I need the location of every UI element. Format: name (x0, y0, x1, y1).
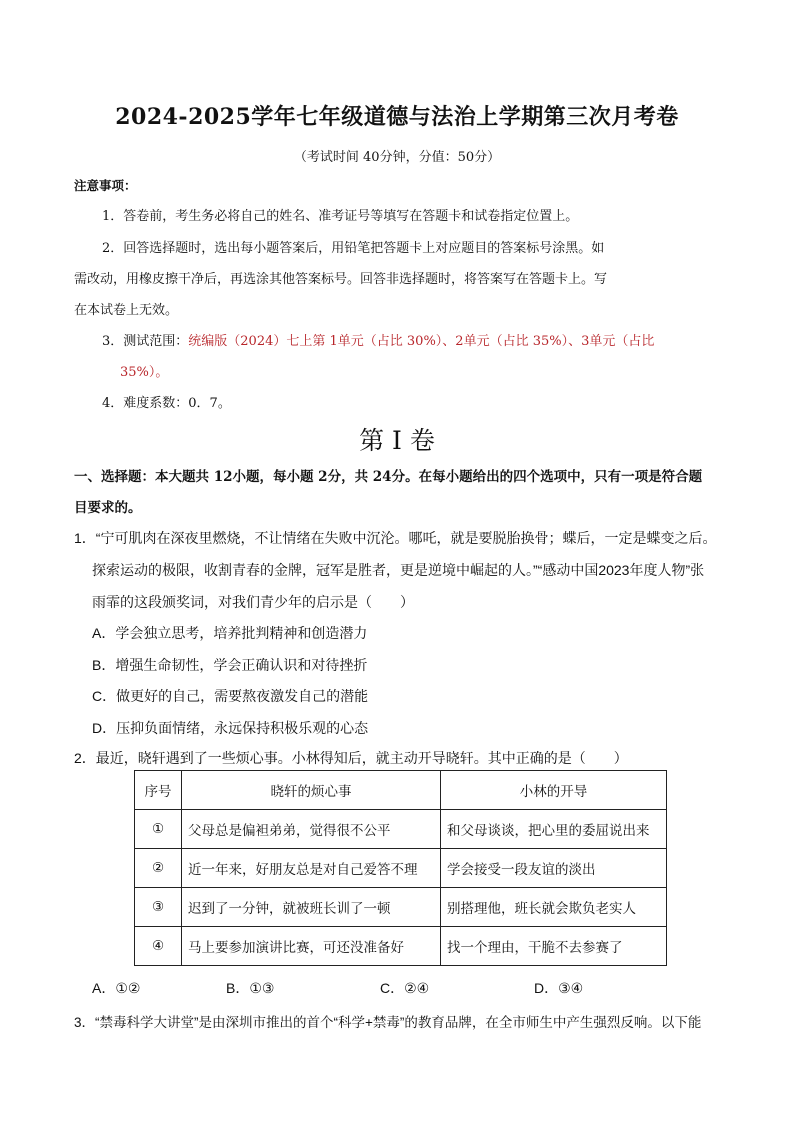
table-cell: ① (135, 810, 182, 849)
table-header-cell: 晓轩的烦心事 (182, 771, 441, 810)
question-2-option-b: B．①③ (226, 980, 275, 996)
table-cell: 近一年来，好朋友总是对自己爱答不理 (182, 849, 441, 888)
question-1-option-d: D．压抑负面情绪，永远保持积极乐观的心态 (92, 720, 369, 736)
exam-info: （考试时间 40分钟，分值：50分） (293, 150, 501, 165)
table-row (135, 849, 667, 888)
section-title: 第 I 卷 (359, 426, 435, 455)
test-scope-continued: 35%）。 (120, 365, 169, 380)
note-item-3 (102, 330, 654, 349)
note-item-3-prefix: 3．测试范围： (102, 334, 189, 349)
question-1-line-1: 1．“宁可肌肉在深夜里燃烧，不让情绪在失败中沉沦。哪吒，就是要脱胎换骨；蝶后，一定是蝶变之后。 (74, 530, 717, 546)
question-1-option-a: A．学会独立思考，培养批判精神和创造潜力 (92, 625, 368, 641)
question-3-line-1: 3．“禁毒科学大讲堂”是由深圳市推出的首个“科学+禁毒”的教育品牌，在全市师生中产生强烈反响。以下能 (74, 1015, 702, 1030)
table-cell: ② (135, 849, 182, 888)
notes-heading: 注意事项： (74, 178, 137, 193)
section-desc-line-2: 目要求的。 (74, 500, 142, 516)
question-1-option-b: B．增强生命韧性，学会正确认识和对待挫折 (92, 657, 368, 673)
table-cell: 别搭理他，班长就会欺负老实人 (441, 888, 667, 927)
table-cell: 和父母谈谈，把心里的委屈说出来 (441, 810, 667, 849)
page-title: 2024-2025学年七年级道德与法治上学期第三次月考卷 (115, 104, 679, 130)
question-2-stem: 2．最近，晓轩遇到了一些烦心事。小林得知后，就主动开导晓轩。其中正确的是（ ） (74, 750, 628, 766)
table-cell: 找一个理由，干脆不去参赛了 (441, 927, 667, 966)
question-2-table (134, 770, 667, 966)
note-item-4: 4．难度系数：0．7。 (102, 396, 231, 411)
table-row (135, 888, 667, 927)
note-item-2-line-2: 需改动，用橡皮擦干净后，再选涂其他答案标号。回答非选择题时，将答案写在答题卡上。写 (74, 272, 608, 287)
question-1-line-2: 探索运动的极限，收割青春的金牌，冠军是胜者，更是逆境中崛起的人。”“感动中国2023年度人物”张 (92, 562, 705, 578)
note-item-2-line-1: 2．回答选择题时，选出每小题答案后，用铅笔把答题卡上对应题目的答案标号涂黑。如 (102, 241, 605, 256)
table-header-row (135, 771, 667, 810)
table-cell: 马上要参加演讲比赛，可还没准备好 (182, 927, 441, 966)
section-desc-line-1: 一、选择题：本大题共 12小题，每小题 2分，共 24分。在每小题给出的四个选项中，只有一项是符合题 (74, 469, 703, 485)
table-header-cell: 小林的开导 (441, 771, 667, 810)
question-2-option-c: C．②④ (380, 980, 430, 996)
question-2-option-a: A．①② (92, 980, 141, 996)
table-cell: 父母总是偏袒弟弟，觉得很不公平 (182, 810, 441, 849)
table-cell: 迟到了一分钟，就被班长训了一顿 (182, 888, 441, 927)
question-1-option-c: C．做更好的自己，需要熬夜激发自己的潜能 (92, 688, 369, 704)
table-cell: ④ (135, 927, 182, 966)
table-row (135, 927, 667, 966)
table-cell: ③ (135, 888, 182, 927)
question-2-option-d: D．③④ (534, 980, 584, 996)
table-header-cell: 序号 (135, 771, 182, 810)
question-1-line-3: 雨霏的这段颁奖词，对我们青少年的启示是（ ） (92, 594, 414, 610)
table-cell: 学会接受一段友谊的淡出 (441, 849, 667, 888)
table-row (135, 810, 667, 849)
note-item-1: 1．答卷前，考生务必将自己的姓名、准考证号等填写在答题卡和试卷指定位置上。 (102, 209, 579, 224)
test-scope: 统编版（2024）七上第 1单元（占比 30%）、2单元（占比 35%）、3单元（占比 (188, 334, 655, 349)
note-item-2-line-3: 在本试卷上无效。 (74, 303, 179, 318)
